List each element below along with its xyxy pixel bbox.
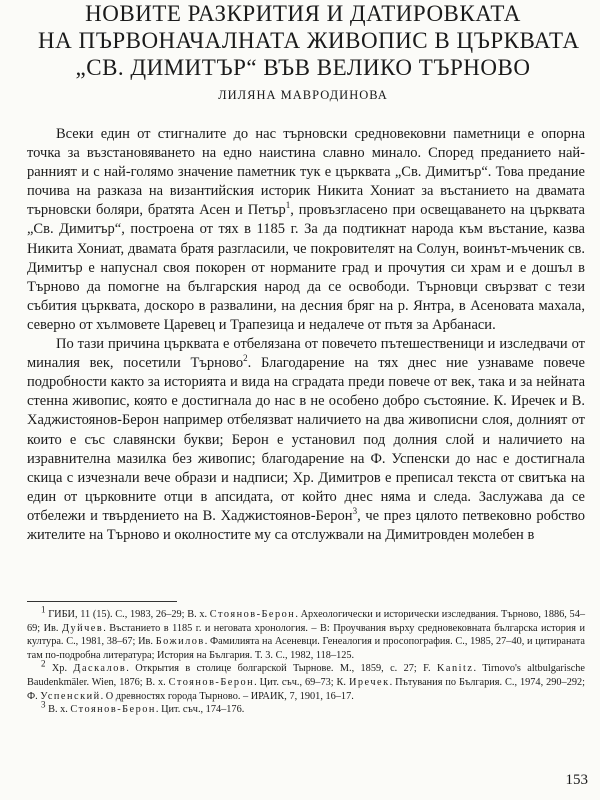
- footnote-3-text: В. х.: [45, 704, 71, 716]
- title-line-2: НА ПЪРВОНАЧАЛНАТА ЖИВОПИС В ЦЪРКВАТА: [38, 28, 580, 53]
- footnote-1: [27, 604, 585, 662]
- footnote-2-text: . Открытия в столице болгарской Тырнове. М., 1859, с. 27; F.: [126, 663, 437, 675]
- footnote-1-text: . Фамилията на Асеневци. Генеалогия и просопография. С., 1985, 27–40, и цитираната там по-подробна литература; История на България. Т. 3. С., 1982, 118–125.: [27, 636, 585, 661]
- footnotes: [27, 604, 586, 717]
- footnote-2-text: . Tirnovo's altbulgarische Baudenkmäler. Wien, 1876; В. х.: [27, 663, 586, 688]
- paragraph-2-text-b: . Благодарение на тях днес ние узнаваме повече подробности както за историята и вида на сградата преди повече от век, така и за нейната стенна живопис, която е достигнала до нас в не особено добро състояние. К. Иречек и В. Хаджистоянов-Берон например отбелязват наличието на два живописни слоя, долният от които е със славянски букви; Берон е установил под долния слой и наличието на изравнителна мазилка без живопис; благодарение на Ф. Успенски до нас е достигнала скица с изчезнали вече образи и надписи; Хр. Димитров е преписал текста от свитъка на един от църковните отци в апсидата, от който днес няма и следа. Заслужава да се отбележи и твърдението на В. Хаджистоянов-Берон: [27, 355, 585, 524]
- footnote-1-author: Дуйчев: [61, 622, 104, 634]
- footnote-2-author: Иречек: [348, 676, 390, 688]
- title-line-1: НОВИТЕ РАЗКРИТИЯ И ДАТИРОВКАТА: [85, 1, 521, 26]
- footnote-3-text: . Цит. съч., 174–176.: [155, 704, 245, 716]
- footnote-2-text: Хр.: [45, 663, 74, 675]
- footnote-3: [27, 699, 585, 717]
- title-line-3: „СВ. ДИМИТЪР“ ВЪВ ВЕЛИКО ТЪРНОВО: [75, 55, 531, 80]
- paragraph-2-text-c: , че през цялото петвековно робство жителите на Търново и околностите му са отслужвали на Димитровден молебен в: [27, 507, 585, 543]
- footnote-3-mark: 3: [41, 699, 46, 710]
- article-title: [38, 0, 580, 81]
- paragraph-1-text-a: Всеки един от стигналите до нас търновски средновековни паметници е опорна точка за възстановяването на едно наистина славно минало. Според преданието най-ранният и с най-голямо значение паметник тук е църквата „Св. Димитър“. Това предание почива на разказа на византийския историк Никита Хониат за въстанието на двамата търновски боляри, братята Асен и Петър: [27, 126, 585, 219]
- footnote-ref-2[interactable]: 2: [243, 353, 248, 364]
- footnote-2-author: Успенский: [40, 690, 101, 702]
- footnote-2-mark: 2: [41, 658, 46, 669]
- footnote-1-author: Стоянов-Берон: [209, 609, 296, 620]
- author-name: ЛИЛЯНА МАВРОДИНОВА: [218, 88, 388, 102]
- footnote-1-mark: 1: [41, 604, 46, 615]
- footnote-ref-3[interactable]: 3: [352, 506, 358, 517]
- footnote-2-text: . О древностях города Тырново. – ИРАИК, 7, 1901, 16–17.: [100, 690, 354, 702]
- paragraph-2-text-a: По тази причина църквата е отбелязана от повечето пътешественици и изследвачи от миналия век, посетили Търново: [27, 336, 585, 372]
- footnote-1-author: Божилов: [155, 636, 205, 648]
- footnote-1-text: . Археологически и исторически изследвания. Търново, 1886, 54–69; Ив.: [27, 609, 585, 634]
- article-body: [27, 125, 585, 545]
- footnote-2-text: . Пътувания по България. С., 1974, 290–292; Ф.: [27, 676, 585, 702]
- paragraph-2: [27, 335, 585, 545]
- footnote-2: [27, 658, 586, 703]
- footnote-2-text: . Цит. съч., 69–73; К.: [254, 676, 349, 688]
- footnote-1-text: ГИБИ, 11 (15). С., 1983, 26–29; В. х.: [45, 609, 210, 620]
- page-number: 153: [565, 772, 588, 788]
- footnote-ref-1[interactable]: 1: [285, 200, 291, 211]
- paragraph-1: [27, 125, 585, 335]
- footnote-2-author: Kanitz: [436, 663, 474, 675]
- footnote-1-text: . Въстанието в 1185 г. и неговата хронология. – В: Проучвания върху средновековната българска история и култура. С., 1981, 38–67; Ив.: [27, 622, 585, 648]
- footnote-2-author: Стоянов-Берон: [168, 676, 255, 688]
- footnote-3-author: Стоянов-Берон: [70, 704, 156, 716]
- footnote-divider: [27, 601, 177, 602]
- paragraph-1-text-b: , провъзгласено при освещаването на църквата „Св. Димитър“, построена от тях в 1185 г. За да подтикнат народа към въстание, казва Никита Хониат, двамата братя разгласили, че покровителят на Солун, воинът-мъченик св. Димитър е напуснал своя покорен от норманите град и прочутия си храм и е дошъл в Търново да помогне на българския народ да се освободи. Търновци свързват с тези събития църквата, доскоро в развалини, на десния бряг на р. Янтра, в Асеновата махала, северно от хълмовете Царевец и Трапезица и недалече от пътя за Арбанаси.: [27, 202, 585, 333]
- footnote-2-author: Даскалов: [73, 663, 127, 675]
